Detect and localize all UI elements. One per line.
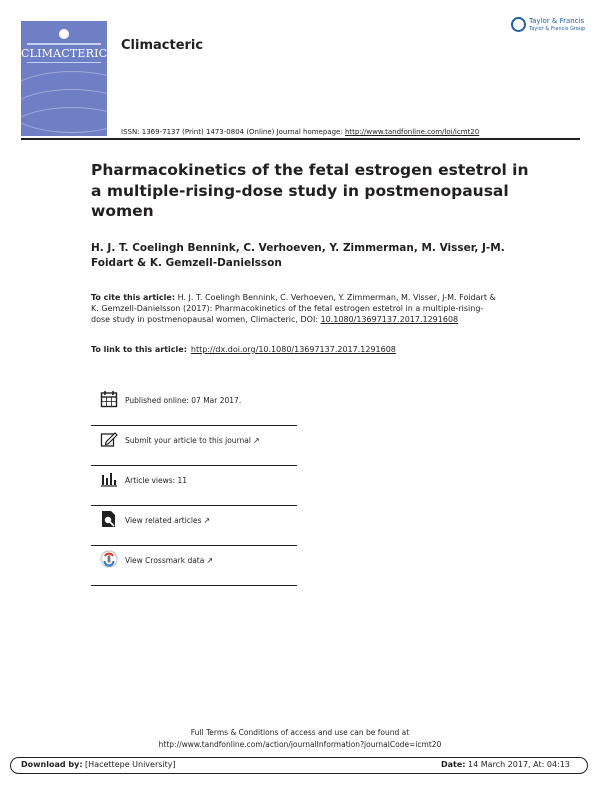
article-link-label: To link to this article: (91, 345, 187, 354)
publisher-logo-icon (511, 17, 526, 32)
journal-crest-icon (59, 29, 69, 39)
external-link-icon: ↗ (203, 516, 211, 525)
article-authors: H. J. T. Coelingh Bennink, C. Verhoeven, Y. Zimmerman, M. Visser, J-M. Foidart & K. Gemzell-Danielsson (91, 242, 505, 269)
journal-name: Climacteric (121, 38, 204, 53)
external-link-icon: ↗ (206, 556, 214, 565)
article-views-text: Article views: 11 (125, 476, 188, 485)
related-articles-text: View related articles (125, 516, 202, 525)
downloaded-by-value: [Hacettepe University] (82, 760, 176, 769)
publisher-logo[interactable] (511, 16, 586, 36)
download-date-label: Date: (441, 760, 466, 769)
calendar-icon (100, 390, 118, 408)
terms-line: Full Terms & Conditions of access and use can be found at (190, 728, 410, 737)
crossmark-icon (100, 550, 118, 568)
crossmark-text: View Crossmark data (125, 556, 205, 565)
related-articles-link[interactable] (125, 516, 210, 525)
downloaded-by (21, 760, 176, 769)
downloaded-by-label: Download by: (21, 760, 83, 769)
search-document-icon (100, 510, 118, 528)
edit-icon (100, 430, 118, 448)
submit-article-link[interactable] (125, 436, 260, 445)
submit-article-text: Submit your article to this journal (125, 436, 251, 445)
info-row-submit[interactable] (91, 426, 297, 466)
journal-cover-image (21, 21, 107, 136)
download-date (441, 760, 570, 769)
info-row-views (91, 466, 297, 506)
article-link-line (91, 345, 396, 354)
external-link-icon: ↗ (252, 436, 260, 445)
download-info-bar (10, 757, 588, 774)
info-row-published (91, 386, 297, 426)
publisher-logo-text: Taylor & Francis (529, 17, 585, 25)
citation-label: To cite this article: (91, 293, 176, 302)
crossmark-link[interactable] (125, 556, 213, 565)
cover-divider (27, 43, 101, 45)
header-divider (21, 138, 580, 140)
journal-homepage-link[interactable]: http://www.tandfonline.com/loi/icmt20 (344, 128, 480, 136)
cover-divider (27, 62, 101, 63)
download-date-value: 14 March 2017, At: 04:13 (465, 760, 570, 769)
cover-title: CLIMACTERIC (21, 47, 107, 60)
terms-url-link[interactable]: http://www.tandfonline.com/action/journalInformation?journalCode=icmt20 (158, 740, 442, 749)
article-doi-link[interactable]: http://dx.doi.org/10.1080/13697137.2017.1291608 (190, 345, 396, 354)
terms-block (0, 727, 600, 751)
citation-text: H. J. T. Coelingh Bennink, C. Verhoeven, Y. Zimmerman, M. Visser, J-M. Foidart & K. Gemzell-Danielsson (2017): Pharmacokinetics of the fetal estrogen estetrol in a multiple-rising-dose study in postmenopausal women, Climacteric, DOI: (91, 293, 496, 324)
publisher-logo-subtext: Taylor & Francis Group (529, 26, 586, 32)
citation-block (91, 292, 496, 325)
published-date-text: Published online: 07 Mar 2017. (125, 396, 242, 405)
issn-text: ISSN: 1369-7137 (Print) 1473-0804 (Online) Journal homepage: (121, 128, 345, 136)
info-row-crossmark[interactable] (91, 546, 297, 586)
cover-wave (21, 107, 107, 136)
citation-doi-link[interactable]: 10.1080/13697137.2017.1291608 (320, 315, 459, 324)
issn-line (121, 128, 479, 136)
row-divider (91, 585, 297, 586)
info-row-related[interactable] (91, 506, 297, 546)
bar-chart-icon (100, 470, 118, 488)
article-title: Pharmacokinetics of the fetal estrogen estetrol in a multiple-rising-dose study in postmenopausal women (91, 161, 529, 220)
